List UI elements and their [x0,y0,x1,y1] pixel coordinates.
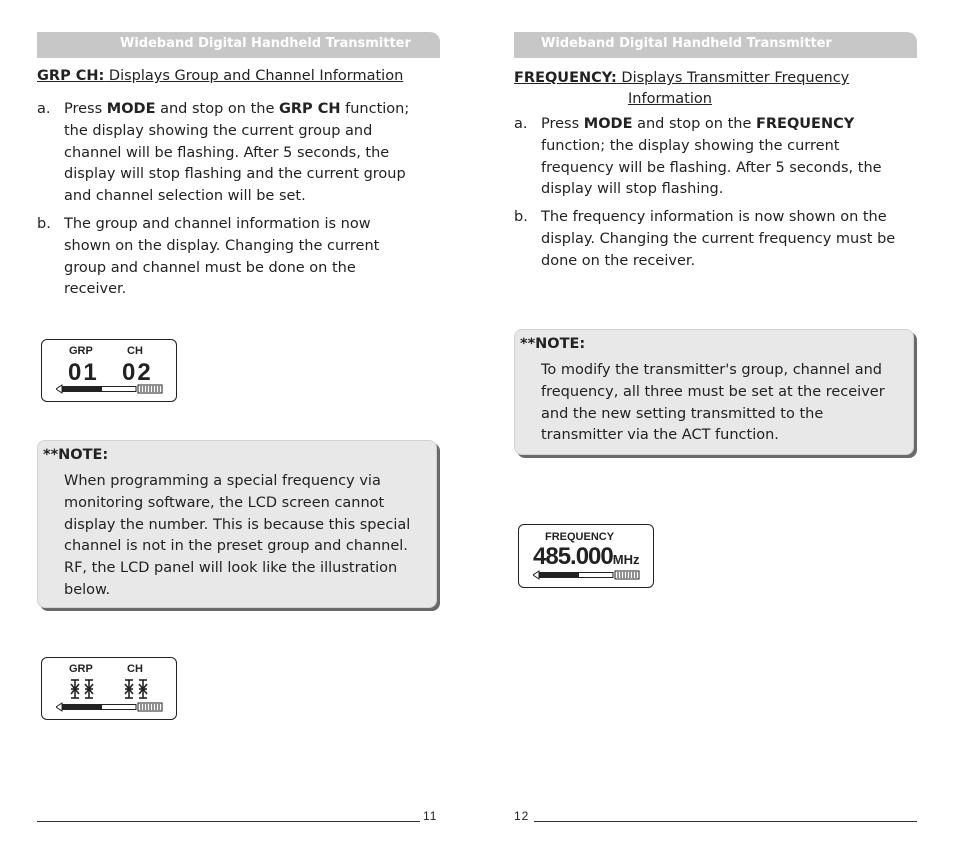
section-title-grp-ch [37,65,403,87]
text-line: When programming a special frequency via [64,473,381,489]
list-item-text [64,99,409,208]
text-line: and the new setting transmitted to the [541,405,824,422]
text-line: channel is not in the preset group and channel. [64,538,408,555]
footer-rule [534,821,917,822]
text-line: RF, the LCD panel will look like the illustration [64,560,398,577]
note-box [37,440,437,608]
lcd-frequency-value: 485.000 [533,543,613,570]
lcd-display-grp-ch [41,339,177,402]
lcd-ch-label: CH [127,345,143,357]
lcd-grp-label: GRP [69,345,93,357]
text-line: transmitter via the ACT function. [541,427,779,444]
text-line: and channel selection will be set. [64,188,306,205]
list-item-text [541,207,895,272]
text-line: display. Changing the current frequency must be [541,230,896,247]
list-marker: a. [514,116,528,132]
text-line: channel will be flashing. After 5 seconds, the [64,144,390,161]
text-line: To modify the transmitter's group, channel and [541,362,882,378]
footer-rule [37,821,420,822]
lcd-display-special [41,657,177,720]
rf-battery-meter-icon [56,702,164,712]
lcd-frequency-readout [533,543,639,571]
note-title: **NOTE: [43,447,109,463]
text-line: below. [64,581,111,598]
text-line: monitoring software, the LCD screen cannot [64,494,385,511]
list-marker: b. [514,209,528,225]
text-line: display will stop flashing and the current group [64,166,406,183]
text-line: display the number. This is because this special [64,516,411,533]
section-title-label: GRP CH: [37,68,105,84]
text-line: group and channel must be done on the [64,259,356,276]
page-number: 11 [423,809,438,823]
section-title-text: Displays Group and Channel Information [104,68,404,84]
list-item [37,214,437,304]
note-text [64,471,410,602]
list-item-text [541,114,882,201]
lcd-ch-value: 02 [122,359,153,386]
text-line: frequency, all three must be set at the receiver [541,383,885,400]
section-title-frequency [514,67,849,89]
note-text [541,360,885,447]
lcd-frequency-label: FREQUENCY [545,531,615,543]
list-marker: a. [37,101,51,117]
list-item [37,99,437,209]
text-line: The frequency information is now shown on the [541,209,887,225]
page-header-right: Wideband Digital Handheld Transmitter [514,32,917,58]
text-line: Press MODE and stop on the GRP CH function; [64,101,410,117]
lcd-ch-label: CH [127,663,143,675]
section-title-text: Displays Transmitter Frequency [616,70,850,86]
list-item-text [64,214,379,301]
text-line: frequency will be flashing. After 5 seconds, the [541,159,882,176]
rf-battery-meter-icon [56,384,164,394]
text-line: done on the receiver. [541,252,696,269]
list-item [514,207,914,277]
lcd-frequency-unit: MHz [612,552,640,567]
note-title: **NOTE: [520,336,586,352]
lcd-segment-glyphs-icon [68,679,152,699]
text-line: The group and channel information is now [64,216,371,232]
lcd-grp-label: GRP [69,663,93,675]
rf-battery-meter-icon [533,570,641,580]
lcd-grp-value: 01 [68,359,99,386]
lcd-display-frequency [518,524,654,588]
list-marker: b. [37,216,51,232]
text-line: shown on the display. Changing the current [64,237,380,254]
text-line: receiver. [64,281,127,298]
page-number: 12 [514,809,530,823]
section-title-line2: Information [628,91,712,107]
text-line: Press MODE and stop on the FREQUENCY [541,116,855,132]
section-title-label: FREQUENCY: [514,70,617,86]
text-line: display will stop flashing. [541,181,724,198]
page-header-left: Wideband Digital Handheld Transmitter [37,32,440,58]
text-line: the display showing the current group and [64,122,373,139]
list-item [514,114,914,204]
text-line: function; the display showing the current [541,137,840,154]
note-box [514,329,914,455]
